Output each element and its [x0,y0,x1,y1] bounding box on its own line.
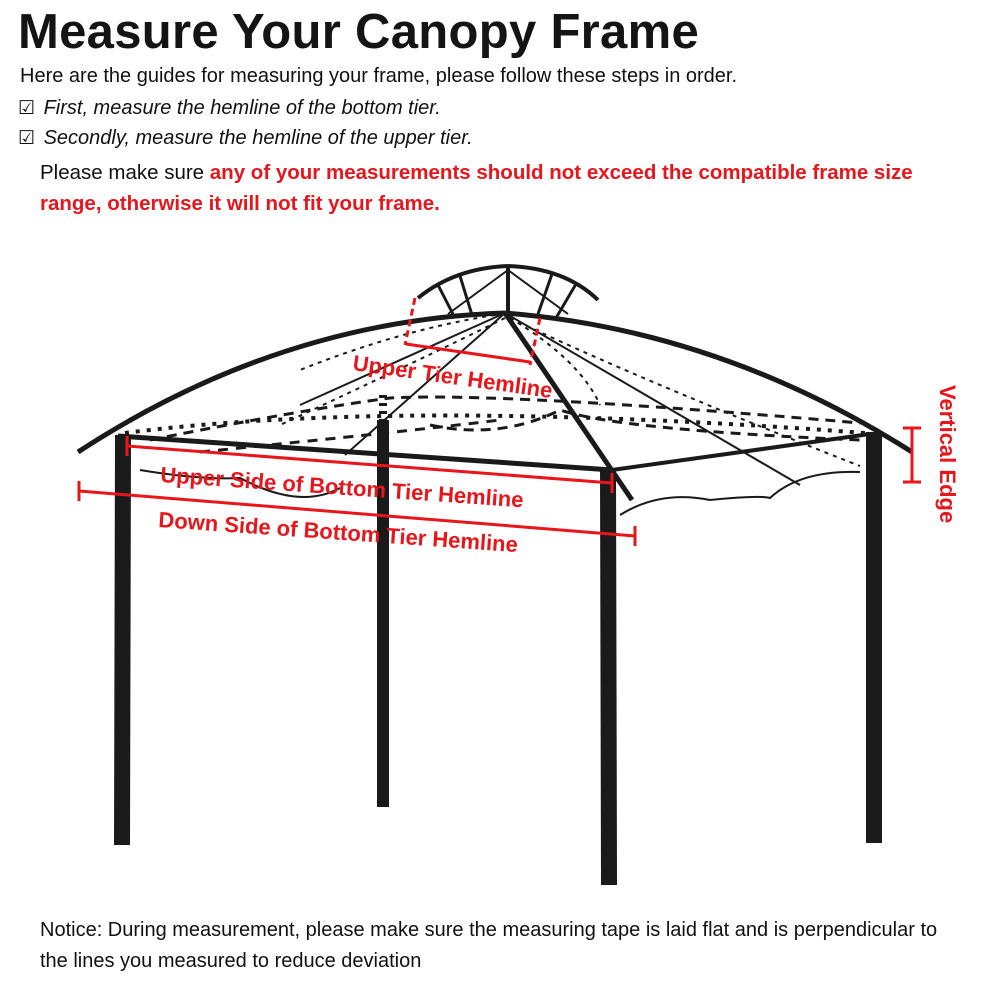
crown-right-arc [508,266,598,300]
vertical-edge-label: Vertical Edge [935,385,960,524]
page-title: Measure Your Canopy Frame [18,5,700,59]
warning-prefix: Please make sure [40,161,210,184]
upper-tier-hemline-label: Upper Tier Hemline [351,350,555,403]
upper-side-hemline-label: Upper Side of Bottom Tier Hemline [159,462,525,513]
step-1 [18,97,441,120]
notice-text: Notice: During measurement, please make sure the measuring tape is laid flat and is perpendicular to the lines you measured to reduce deviation [40,919,938,972]
step-1-text: First, measure the hemline of the bottom tier. [43,97,441,119]
front-right-leg [600,468,617,885]
intro-text: Here are the guides for measuring your frame, please follow these steps in order. [20,65,738,87]
warning-highlight: any of your measurements should not exceed the compatible frame size range, otherwise it will not fit your frame. [40,161,913,215]
step-2-text: Secondly, measure the hemline of the upper tier. [43,127,473,149]
roof-ridge [505,313,632,500]
down-side-hemline-label: Down Side of Bottom Tier Hemline [157,507,519,558]
checkmark-icon: ☑ [18,98,36,119]
canopy-frame-diagram [0,230,1000,900]
checkmark-icon: ☑ [18,128,36,149]
back-right-leg [866,432,882,843]
vertical-edge-marker [903,428,921,482]
right-top-rail [612,434,870,470]
upper-tier-crown [418,266,598,318]
step-2 [18,127,473,150]
warning-note [40,157,970,219]
